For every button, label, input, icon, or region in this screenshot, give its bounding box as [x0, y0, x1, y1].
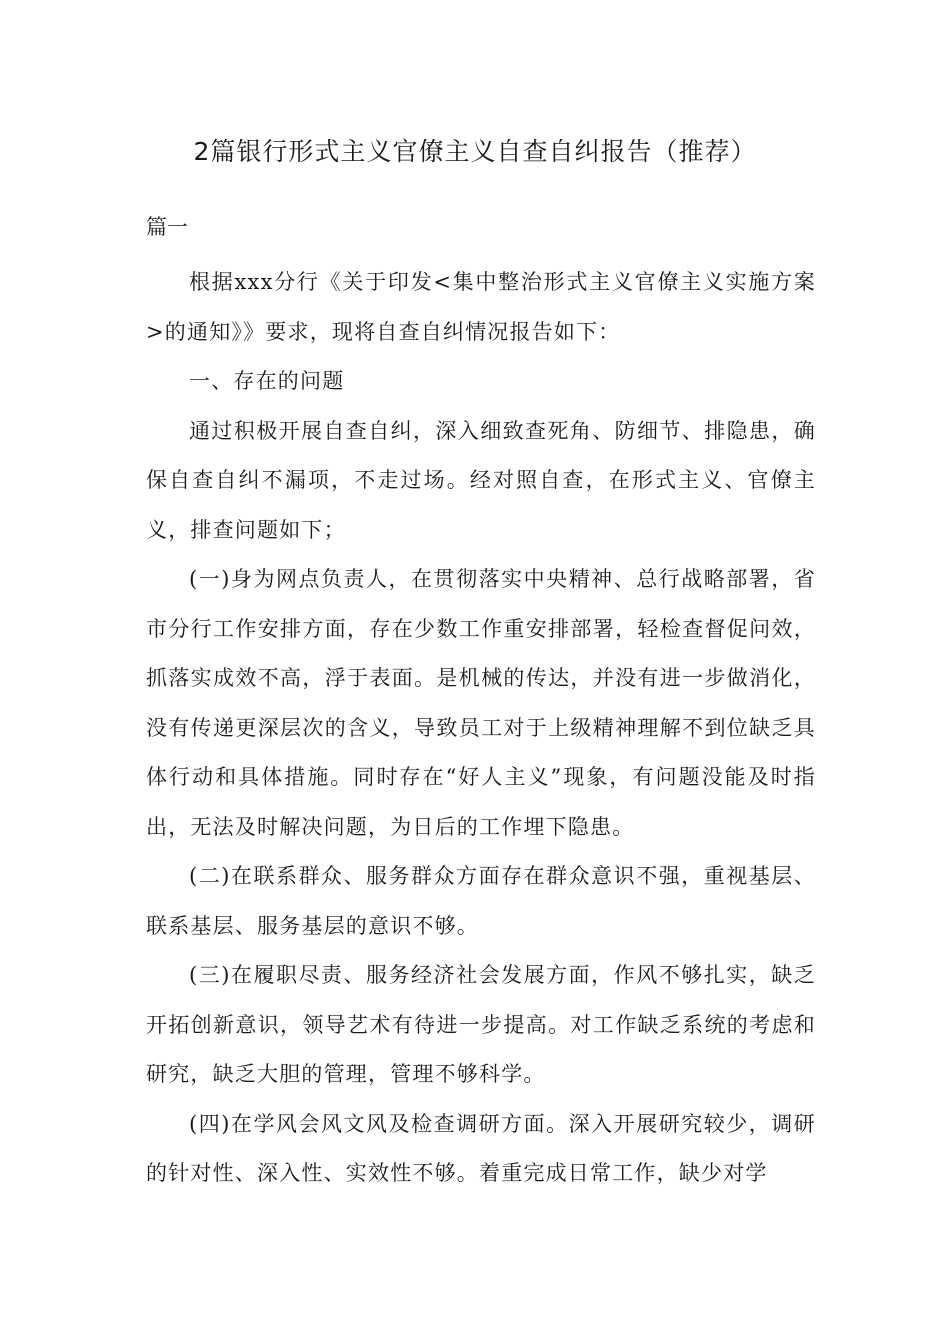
paragraph-item-1: (一)身为网点负责人，在贯彻落实中央精神、总行战略部署，省市分行工作安排方面，存在少数工作重安排部署，轻检查督促问效，抓落实成效不高，浮于表面。是机械的传达，并没有进一步做消化，没有传递更深层次的含义，导致员工对于上级精神理解不到位缺乏具体行动和具体措施。同时存在“好人主义”现象，有问题没能及时指出，无法及时解决问题，为日后的工作埋下隐患。 [146, 567, 816, 839]
section-label: 篇一 [146, 215, 188, 239]
paragraph-item-4: (四)在学风会风文风及检查调研方面。深入开展研究较少，调研的针对性、深入性、实效性不够。着重完成日常工作，缺少对学 [146, 1111, 816, 1185]
document-title: 2篇银行形式主义官僚主义自查自纠报告（推荐） [193, 137, 757, 166]
paragraph-overview: 通过积极开展自查自纠，深入细致查死角、防细节、排隐患，确保自查自纠不漏项，不走过场。经对照自查，在形式主义、官僚主义，排查问题如下； [146, 418, 816, 542]
paragraph-intro: 根据xxx分行《关于印发<集中整治形式主义官僚主义实施方案>的通知》》要求，现将自查自纠情况报告如下： [146, 270, 816, 344]
heading-problems: 一、存在的问题 [189, 369, 345, 393]
paragraph-item-3: (三)在履职尽责、服务经济社会发展方面，作风不够扎实，缺乏开拓创新意识，领导艺术有待进一步提高。对工作缺乏系统的考虑和研究，缺乏大胆的管理，管理不够科学。 [146, 963, 816, 1086]
paragraph-item-2: (二)在联系群众、服务群众方面存在群众意识不强，重视基层、联系基层、服务基层的意识不够。 [146, 864, 816, 938]
document-body [146, 208, 816, 1199]
